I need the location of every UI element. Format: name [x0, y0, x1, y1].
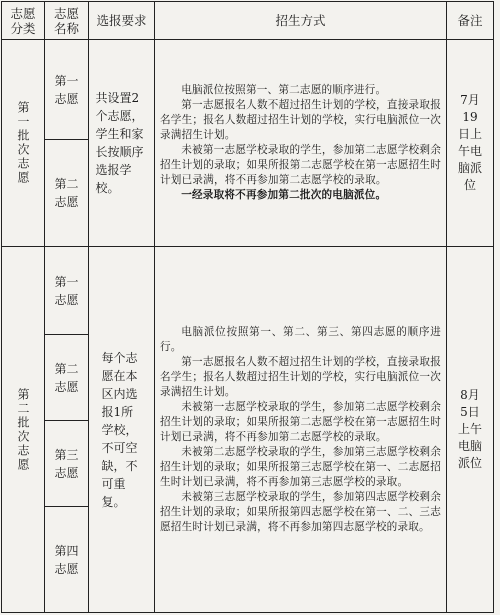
batch1-para-4: 一经录取将不再参加第二批次的电脑派位。	[181, 189, 387, 201]
header-wish-name: 志愿名称	[45, 2, 89, 40]
batch2-label: 第二批次志愿	[16, 387, 30, 472]
batch1-para-2: 第一志愿报名人数不超过招生计划的学校，直接录取报名学生；报名人数超过招生计划的学校，实行电脑派位一次录满招生计划。	[160, 99, 441, 141]
header-method: 招生方式	[155, 2, 447, 40]
header-category: 志愿分类	[2, 2, 45, 40]
batch2-wish-2: 第二志愿	[45, 335, 89, 421]
batch1-wish-2: 第二志愿	[45, 140, 89, 247]
batch2-para-2: 第一志愿报名人数不超过招生计划的学校，直接录取报名学生；报名人数超过招生计划的学校，实行电脑派位一次录满招生计划。	[160, 355, 441, 398]
batch1-para-1: 电脑派位按照第一、第二志愿的顺序进行。	[181, 84, 387, 96]
admission-table	[1, 1, 494, 613]
batch1-note: 7月19日上午电脑派位	[447, 40, 494, 247]
batch1-label: 第一批次志愿	[16, 101, 30, 185]
batch2-wish-3: 第三志愿	[45, 421, 89, 507]
batch2-wish-1: 第一志愿	[45, 247, 89, 335]
batch2-para-5: 未被第三志愿学校录取的学生，参加第四志愿学校剩余招生计划的录取；如果所报第四志愿学校在第一、二、三志愿招生时计划已录满，将不再参加第四志愿学校的录取。	[160, 490, 441, 533]
batch2-note: 8月5日上午电脑派位	[447, 247, 494, 613]
batch1-category-cell	[2, 40, 45, 247]
batch1-para-3: 未被第一志愿学校录取的学生，参加第二志愿学校剩余招生计划的录取；如果所报第二志愿学校在第一志愿招生时计划已录满，将不再参加第二志愿学校的录取。	[160, 144, 441, 186]
batch2-category-cell	[2, 247, 45, 613]
header-row	[2, 2, 494, 40]
batch2-para-3: 未被第一志愿学校录取的学生，参加第二志愿学校剩余招生计划的录取；如果所报第二志愿学校在第一志愿招生时计划已录满，将不再参加第二志愿学校的录取。	[160, 400, 441, 443]
header-note: 备注	[447, 2, 494, 40]
batch1-requirement: 共设置2个志愿，学生和家长按顺序选报学校。	[89, 40, 155, 247]
header-requirement: 选报要求	[89, 2, 155, 40]
batch1-row-1	[2, 40, 494, 140]
batch2-para-4: 未被第二志愿学校录取的学生，参加第三志愿学校剩余招生计划的录取；如果所报第三志愿学校在第一、二志愿招生时计划已录满，将不再参加第三志愿学校的录取。	[160, 445, 441, 488]
batch1-method	[155, 40, 447, 247]
batch2-requirement: 每个志愿在本区内选报1所学校，不可空缺，不可重复。	[89, 247, 155, 613]
batch2-row-1	[2, 247, 494, 335]
batch2-para-1: 电脑派位按照第一、第二、第三、第四志愿的顺序进行。	[160, 325, 441, 353]
batch2-wish-4: 第四志愿	[45, 507, 89, 613]
batch2-method	[155, 247, 447, 613]
batch1-wish-1: 第一志愿	[45, 40, 89, 140]
